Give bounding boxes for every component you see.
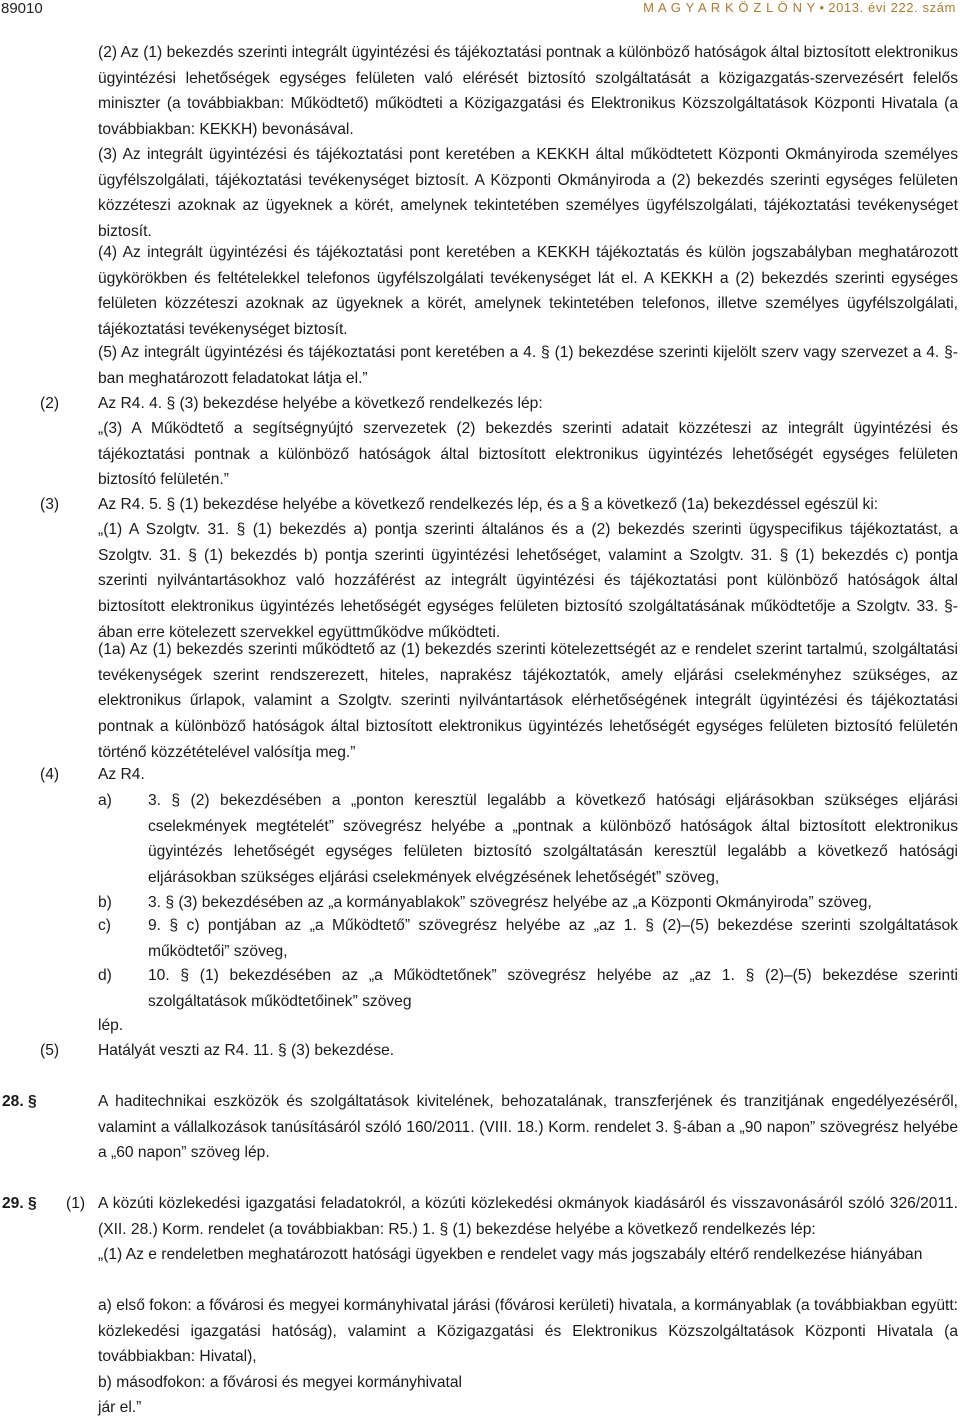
section-29-item-label-1: (1) bbox=[66, 1195, 86, 1212]
item-3-quote-1: „(1) A Szolgtv. 31. § (1) bekezdés a) pontja szerinti általános és a (2) bekezdés szerinti ügyspecifikus tájékoztatást, a Szolgtv. 31. § (1) bekezdés b) pontja szerinti ügyintézési lehetőséget, valamint a Szolgtv. 31. § (1) bekezdés c) pontja szerinti nyilvántartásokhoz való hozzáférést az integrált ügyintézési és tájékoztatási pont különböző hatóságok által biztosított elektronikus ügyintézés lehetőségét egységes felületen biztosító szolgáltatásának működtetője a Szolgtv. 33. §-ában erre kötelezett szervekkel együttműködve működteti. bbox=[98, 521, 958, 641]
item-label-5: (5) bbox=[40, 1042, 60, 1059]
journal-header bbox=[643, 0, 956, 15]
section-28-label: 28. § bbox=[2, 1093, 37, 1110]
point-d-text: 10. § (1) bekezdésében az „a Működtetőnek” szövegrész helyébe az „az 1. § (2)–(5) bekezdése szerinti szolgáltatások működtetőinek” szöveg bbox=[148, 967, 958, 1010]
paragraph-3: (3) Az integrált ügyintézési és tájékoztatási pont keretében a KEKKH által működtetett Központi Okmányiroda személyes ügyfélszolgálati, tájékoztatási tevékenységet biztosít. A Központi Okmányiroda a (2) bekezdés szerinti egységes felületen közzéteszi azoknak az ügyeknek a körét, amelynek tekintetében személyes ügyfélszolgálati, tájékoztatási tevékenységet biztosít. bbox=[98, 146, 958, 241]
point-d-label: d) bbox=[98, 967, 112, 984]
item-2-head: Az R4. 4. § (3) bekezdése helyébe a következő rendelkezés lép: bbox=[98, 395, 543, 412]
item-4-head: Az R4. bbox=[98, 766, 145, 783]
section-28-text: A haditechnikai eszközök és szolgáltatások kivitelének, behozatalának, transzferjének és tranzitjának engedélyezéséről, valamint a vállalkozások tanúsításáról szóló 160/2011. (VIII. 18.) Korm. rendelet 3. §-ában a „90 napon” szövegrész helyébe a „60 napon” szöveg lép. bbox=[98, 1093, 958, 1162]
item-2-quote: „(3) A Működtető a segítségnyújtó szervezetek (2) bekezdés szerinti adatait közzéteszi az integrált ügyintézési és tájékoztatási pontnak a különböző hatóságok által biztosított elektronikus ügyintézés lehetőségét egységes felületen biztosító felületén.” bbox=[98, 420, 958, 489]
item-3-quote-2: (1a) Az (1) bekezdés szerinti működtető az (1) bekezdés szerinti kötelezettségét az e rendelet szerint tartalmú, szolgáltatási tevékenységek szerint rendszerezett, hiteles, naprakész tájékoztatók, amely eljárási cselekményhez szükséges, az elektronikus űrlapok, valamint a Szolgtv. szerinti nyilvántartások elérhetőségének integrált ügyintézési és tájékoztatási pontnak a különböző hatóságok által biztosított elektronikus ügyintézés lehetőségét egységes felületen biztosító felületén történő közzétételével valósítja meg.” bbox=[98, 641, 958, 761]
journal-title: M A G Y A R K Ö Z L Ö N Y bbox=[643, 0, 816, 15]
point-c-label: c) bbox=[98, 917, 111, 934]
point-b-text: 3. § (3) bekezdésében az „a kormányablakok” szövegrész helyébe az „a Központi Okmányiroda” szöveg, bbox=[148, 894, 872, 911]
paragraph-4: (4) Az integrált ügyintézési és tájékoztatási pont keretében a KEKKH tájékoztatás és külön jogszabályban meghatározott ügykörökben és feltételekkel telefonos ügyfélszolgálati tevékenységet lát el. A KEKKH a (2) bekezdés szerinti egységes felületen közzéteszi azoknak az ügyeknek a körét, amelynek tekintetében telefonos, illetve személyes ügyfélszolgálati, tájékoztatási tevékenységet biztosít. bbox=[98, 244, 958, 339]
paragraph-5: (5) Az integrált ügyintézési és tájékoztatási pont keretében a 4. § (1) bekezdése szerinti kijelölt szerv vagy szervezet a 4. §-ban meghatározott feladatokat látja el.” bbox=[98, 344, 958, 387]
page-header bbox=[0, 0, 960, 22]
section-29-quote-3: b) másodfokon: a fővárosi és megyei kormányhivatal bbox=[98, 1374, 463, 1391]
section-29-quote-4: jár el.” bbox=[98, 1399, 142, 1416]
section-29-label: 29. § bbox=[2, 1195, 37, 1212]
paragraph-2: (2) Az (1) bekezdés szerinti integrált ügyintézési és tájékoztatási pontnak a különböző hatóságok által biztosított elektronikus ügyintézési lehetőségek egységes felületen való elérését biztosító szolgáltatását a közigazgatás-szervezésért felelős miniszter (a továbbiakban: Működtető) működteti a Közigazgatási és Elektronikus Közszolgáltatások Központi Hivatala (a továbbiakban: KEKKH) bevonásával. bbox=[98, 44, 958, 139]
header-bullet: • bbox=[819, 0, 825, 15]
item-3-head: Az R4. 5. § (1) bekezdése helyébe a következő rendelkezés lép, és a § a következő (1a) bekezdéssel egészül ki: bbox=[98, 496, 879, 513]
point-b-label: b) bbox=[98, 894, 112, 911]
section-29-item-1-text: A közúti közlekedési igazgatási feladatokról, a közúti közlekedési okmányok kiadásáról és visszavonásáról szóló 326/2011. (XII. 28.) Korm. rendelet (a továbbiakban: R5.) 1. § (1) bekezdése helyébe a következő rendelkezés lép: bbox=[98, 1195, 958, 1238]
point-a-label: a) bbox=[98, 792, 112, 809]
item-4-closing: lép. bbox=[98, 1017, 124, 1034]
section-29-quote-2: a) első fokon: a fővárosi és megyei kormányhivatal járási (fővárosi kerületi) hivatala, a kormányablak (a továbbiakban együtt: közlekedési igazgatási hatóság), valamint a Közigazgatási és Elektronikus Közszolgáltatások Központi Hivatala (a továbbiakban: Hivatal), bbox=[98, 1297, 958, 1366]
item-label-4: (4) bbox=[40, 766, 60, 783]
page-number: 89010 bbox=[1, 0, 43, 17]
point-c-text: 9. § c) pontjában az „a Működtető” szövegrész helyébe az „az 1. § (2)–(5) bekezdése szerinti szolgáltatások működtetői” szöveg, bbox=[148, 917, 958, 960]
item-label-2: (2) bbox=[40, 395, 60, 412]
item-5-text: Hatályát veszti az R4. 11. § (3) bekezdése. bbox=[98, 1042, 395, 1059]
section-29-quote-1: „(1) Az e rendeletben meghatározott hatósági ügyekben e rendelet vagy más jogszabály eltérő rendelkezése hiányában bbox=[98, 1246, 923, 1263]
issue-number: 2013. évi 222. szám bbox=[828, 0, 956, 15]
item-label-3: (3) bbox=[40, 496, 60, 513]
point-a-text: 3. § (2) bekezdésében a „ponton keresztül legalább a következő hatósági eljárásokban szükséges eljárási cselekmények megtételét” szövegrész helyébe a „pontnak a különböző hatóságok által biztosított elektronikus ügyintézés lehetőségét egységes felületen biztosító szolgáltatásán keresztül legalább a következő hatósági eljárásokban szükséges eljárási cselekmények elvégzésének lehetőségét” szöveg, bbox=[148, 792, 958, 887]
